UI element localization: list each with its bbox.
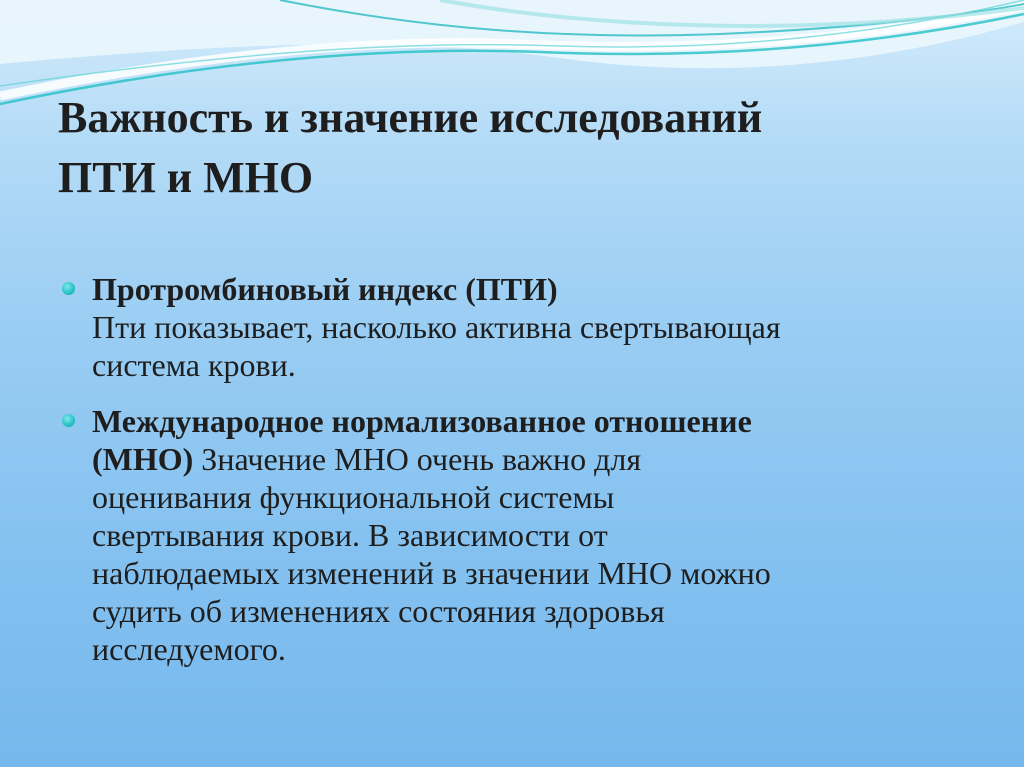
bullet-line: [92, 308, 962, 346]
bullet-line: [92, 630, 962, 668]
bullet-line: [92, 440, 962, 478]
bullet-text: Пти показывает, насколько активна свертывающая: [92, 309, 781, 345]
bullet-text: судить об изменениях состояния здоровья: [92, 593, 665, 629]
bullet-dot-icon: [62, 282, 75, 295]
bullet-text: свертывания крови. В зависимости от: [92, 517, 608, 553]
bullet-heading: Протромбиновый индекс (ПТИ): [92, 271, 558, 307]
slide-title: [58, 88, 958, 208]
bullet-pti: [62, 270, 962, 384]
slide-title-line-2: ПТИ и МНО: [58, 153, 314, 202]
bullet-text: Значение МНО очень важно для: [193, 441, 642, 477]
bullet-mno: [62, 402, 962, 668]
bullet-line: [92, 592, 962, 630]
bullet-text: система крови.: [92, 347, 296, 383]
bullet-text: оценивания функциональной системы: [92, 479, 615, 515]
bullet-line: [92, 346, 962, 384]
bullet-list: [62, 270, 962, 668]
bullet-line: [92, 270, 962, 308]
bullet-text: исследуемого.: [92, 631, 286, 667]
bullet-line: [92, 402, 962, 440]
bullet-heading: Международное нормализованное отношение: [92, 403, 752, 439]
slide-title-line-1: Важность и значение исследований: [58, 93, 763, 142]
bullet-dot-icon: [62, 414, 75, 427]
bullet-line: [92, 478, 962, 516]
bullet-line: [92, 516, 962, 554]
bullet-heading-abbr: (МНО): [92, 441, 194, 477]
bullet-line: [92, 554, 962, 592]
bullet-text: наблюдаемых изменений в значении МНО можно: [92, 555, 771, 591]
